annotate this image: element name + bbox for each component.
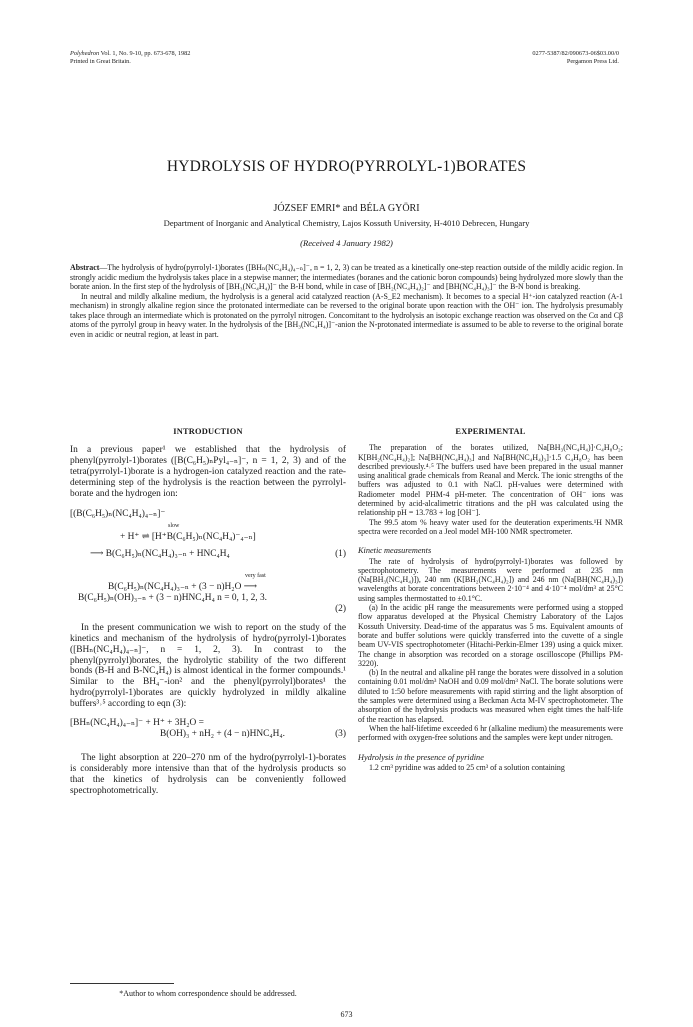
abstract bbox=[70, 263, 623, 339]
journal-citation: Vol. 1, No. 9-10, pp. 673-678, 1982 bbox=[100, 50, 191, 57]
pyridine-heading: Hydrolysis in the presence of pyridine bbox=[358, 752, 484, 762]
affiliation: Department of Inorganic and Analytical Chemistry, Lajos Kossuth University, H-4010 Debrecen, Hungary bbox=[163, 218, 530, 228]
received-date: (Received 4 January 1982) bbox=[300, 238, 393, 248]
article-title: HYDROLYSIS OF HYDRO(PYRROLYL-1)BORATES bbox=[166, 158, 527, 175]
exp-paragraph-1: The preparation of the borates utilized, Na[BH₃(NC₄H₄)]·C₄H₈O₂; K[BH₂(NC₄H₄)₂]; Na[BH(NC₄H₄)₃] and Na[BH(NC₄H₄)₃]·1.5 C₄H₈O₂ has been described previously.⁴˒⁵ The buffers used have been prepared in the usual manner using analitical grade chemicals from Reanal and Merck. The ionic strengths of the buffers was adjusted to 0.1 with NaCl. pH-values were determined with Radiometer model PHM-4 pH-meter. The concentration of OH⁻ ions was determined by acid-alcalimetric titrations and the pH was calculated using the relationship pH = 13.783 + log [OH⁻]. bbox=[358, 443, 623, 518]
eq1-line-3: ⟶ B(C₆H₅)ₙ(NC₄H₄)₃₋ₙ + HNC₄H₄ bbox=[90, 549, 230, 560]
kinetic-paragraph-2: (a) In the acidic pH range the measurements were performed using a stopped flow apparatus developed at the Physical Chemistry Laboratory of the Lajos Kossuth University. Dead-time of the apparatus was 5 ms. Equivalent amounts of borate and buffer solutions were quickly transferred into the cuvette of a single beam UV-VIS spectrophotometer (Hitachi-Perkin-Elmer 139) using a quick mixer. The change in absorption was recorded on a storage oscilloscope (Phillips PM-3220). bbox=[358, 603, 623, 668]
eq2-very-fast-label: very fast bbox=[245, 573, 266, 580]
journal-name: Polyhedron bbox=[70, 50, 100, 57]
kinetic-paragraph-4: When the half-lifetime exceeded 6 hr (alkaline medium) the measurements were performed with oxygen-free solutions and the samples were kept under nitrogen. bbox=[358, 723, 623, 743]
eq3-number: (3) bbox=[335, 728, 346, 739]
exp-paragraph-2: The 99.5 atom % heavy water used for the deuteration experiments.¹H NMR spectra were recorded on a Jeol model MH-100 NMR spectrometer. bbox=[358, 517, 623, 536]
journal-header-left bbox=[70, 50, 190, 66]
intro-paragraph-2: In the present communication we wish to report on the study of the kinetics and mechanism of the hydrolysis of hydro(pyrrolyl-1)borates ([BHₙ(NC₄H₄)₄₋ₙ]⁻, n = 1, 2, 3). In contrast to the phenyl(pyrrolyl)borates, the hydrolytic stability of the two different bonds (B-H and B-NC₄H₄) is almost identical in the former compounds.¹ Similar to the BH₄⁻-ion² and the phenyl(pyrrolyl)borates¹ the hydro(pyrrolyl-1)borates are quickly hydrolyzed in mildly alkaline buffers³˒⁵ according to eqn (3): bbox=[70, 622, 346, 710]
page-number: 673 bbox=[340, 1010, 353, 1019]
kinetic-heading: Kinetic measurements bbox=[358, 546, 432, 556]
abstract-text-1: —The hydrolysis of hydro(pyrrolyl-1)borates ([BHₙ(NC₄H₄)₄₋ₙ]⁻, n = 1, 2, 3) can be treated as a kinetically one-step reaction outside of the mildly acidic region. In strongly acidic medium the hydrolysis takes place in a stepwise manner; the intermediates (boranes and the cationic boron compounds) being hydrolyzed more slowly than the borate anion. In the first step of the hydrolysis of [BH₃(NC₄H₄)]⁻ the B-H bond, while in case of [BH₂(NC₄H₄)₂]⁻ and [BH(NC₄H₄)₃]⁻ the B-N bond is breaking. bbox=[70, 263, 623, 291]
eq1-number: (1) bbox=[335, 549, 346, 560]
abstract-paragraph-2: In neutral and mildly alkaline medium, the hydrolysis is a general acid catalyzed reaction (A-S_E2 mechanism). It becomes to a special H⁺-ion catalyzed reaction (A-1 mechanism) in strongly alkaline region since the protonated intermediate can be reversed to the original borate upon reaction with the OH⁻ ion. The hydrolysis presumably takes place through an intermediate which is protonated on the pyrrolyl nitrogen. Concomitant to the hydrolysis an isotopic exchange reaction was observed on the Cα and Cβ atoms of the pyrrolyl group in heavy water. In the hydrolysis of the [BH₃(NC₄H₄)]⁻-anion the N-protonated intermediate is assumed to be able to reverse to the original borate even in acidic or neutral region, at least in part. bbox=[70, 291, 623, 339]
eq1-line-1: [(B(C₆H₅)ₙ(NC₄H₄)₄₋ₙ]⁻ bbox=[70, 509, 166, 520]
printed-note: Printed in Great Britain. bbox=[70, 58, 131, 65]
kinetic-paragraph-3: (b) In the neutral and alkaline pH range the borates were dissolved in a solution containing 0.01 mol/dm³ NaOH and 0.09 mol/dm³ NaCl. The borate solutions were diluted to 1:50 before measurements with rapid stirring and the light absorption of the samples were determined using a Beckman Acta M-IV spectrophotometer. The absorption of the hydrolysis products was measured when eight times the half-life of the reaction has elapsed. bbox=[358, 668, 623, 724]
intro-paragraph-3: The light absorption at 220–270 nm of the hydro(pyrrolyl-1)-borates is considerably more intensive than that of the hydrolysis products so that the kinetics of hydrolysis can be conveniently followed spectrophotometrically. bbox=[70, 752, 346, 796]
footnote: *Author to whom correspondence should be addressed. bbox=[119, 989, 297, 998]
eq2-line-2: B(C₆H₅)ₙ(OH)₃₋ₙ + (3 − n)HNC₄H₄ n = 0, 1, 2, 3. bbox=[78, 592, 268, 603]
abstract-lead: Abstract bbox=[70, 263, 100, 272]
pyridine-paragraph: 1.2 cm³ pyridine was added to 25 cm³ of a solution containing bbox=[369, 762, 565, 772]
intro-paragraph-1: In a previous paper¹ we established that the hydrolysis of phenyl(pyrrolyl-1)borates ([B(C₆H₅)ₙPyl₄₋ₙ]⁻, n = 1, 2, 3) and of the tetra(pyrrolyl-1)borate is a hydrogen-ion catalyzed reaction and the rate-determining step of the hydrolysis is the reaction between the pyrrolyl-borate and the hydrogen ion: bbox=[70, 444, 346, 499]
equation-1 bbox=[70, 509, 346, 560]
abstract-paragraph-1 bbox=[70, 263, 623, 292]
article-code: 0277-5387/82/090673-06$03.00/0 bbox=[532, 50, 619, 57]
kinetic-paragraph-1: The rate of hydrolysis of hydro(pyrrolyl-1)borates was followed by spectrophotometry. The measurements were performed at 235 nm (Na[BH₃(NC₄H₄)]), 240 nm (K[BH₂(NC₄H₄)₂]) and 246 nm (Na[BH(NC₄H₄)₃]) wavelengths at borate concentrations between 2·10⁻⁴ and 4·10⁻⁴ mol/dm³ at 25°C using samples thermostatted to ±0.1°C. bbox=[358, 556, 623, 603]
introduction-column bbox=[70, 427, 346, 796]
eq3-line-1: [BHₙ(NC₄H₄)₄₋ₙ]⁻ + H⁺ + 3H₂O = bbox=[70, 718, 204, 729]
eq3-line-2: B(OH)₃ + nH₂ + (4 − n)HNC₄H₄. bbox=[160, 728, 286, 739]
equation-3 bbox=[70, 718, 346, 740]
eq2-line-1: B(C₆H₅)ₙ(NC₄H₄)₃₋ₙ + (3 − n)H₂O ⟶ bbox=[108, 581, 258, 592]
introduction-heading: INTRODUCTION bbox=[173, 427, 243, 436]
footnote-rule bbox=[70, 983, 174, 984]
eq2-number: (2) bbox=[335, 603, 346, 614]
authors: JÓZSEF EMRI* and BÉLA GYÖRI bbox=[273, 203, 420, 214]
journal-header-right bbox=[532, 50, 619, 66]
eq1-line-2: + H⁺ ⇌ [H⁺B(C₆H₅)ₙ(NC₄H₄)⁻₄₋ₙ] bbox=[120, 532, 256, 543]
experimental-column bbox=[358, 427, 623, 772]
publisher: Pergamon Press Ltd. bbox=[566, 58, 619, 65]
equation-2 bbox=[70, 570, 346, 614]
eq1-slow-label: slow bbox=[168, 523, 180, 530]
experimental-heading: EXPERIMENTAL bbox=[455, 427, 526, 436]
